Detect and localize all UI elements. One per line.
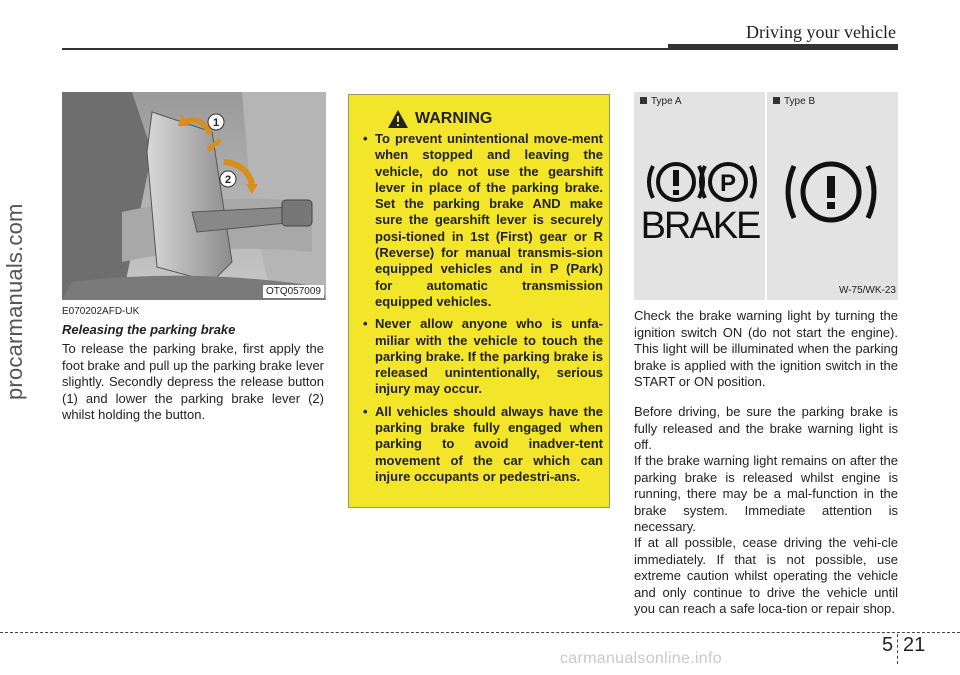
- header-rule: [62, 48, 668, 50]
- warning-box: [348, 94, 610, 508]
- photo-code: OTQ057009: [263, 285, 324, 298]
- warning-header: [349, 109, 609, 129]
- side-watermark: procarmanuals.com: [2, 203, 27, 400]
- header-bar: [668, 44, 898, 50]
- warning-item: • All vehicles should always have the parking brake fully engaged when parking to avoid inadver-tent movement of the car which can injure occupants or pedestri-ans.: [363, 404, 603, 485]
- brake-light-icon-b: [767, 92, 898, 300]
- parking-brake-photo: [62, 92, 326, 300]
- brake-warning-lights-figure: [634, 92, 898, 300]
- malfunction-paragraph: If the brake warning light remains on after the parking brake is released whilst engine is running, there may be a mal-function in the brake system. Immediate attention is necessary.: [634, 453, 898, 534]
- callout-1: 1: [212, 117, 220, 129]
- type-a-panel: [634, 92, 765, 300]
- section-code: E070202AFD-UK: [62, 306, 140, 317]
- figure-code: W-75/WK-23: [838, 285, 896, 296]
- type-a-label: Type A: [651, 96, 682, 107]
- page-number-divider: [897, 634, 898, 664]
- footer-rule: [0, 632, 960, 633]
- release-instructions: To release the parking brake, first apply the foot brake and pull up the parking brake lever slightly. Secondly depress the release button (1) and lower the parking brake lever (2) whilst holding the button.: [62, 341, 324, 422]
- subheading: Releasing the parking brake: [62, 322, 236, 337]
- parking-brake-illustration: [62, 92, 326, 300]
- before-driving-paragraph: Before driving, be sure the parking brake is fully released and the brake warning light is off.: [634, 404, 898, 452]
- type-b-label: Type B: [784, 96, 816, 107]
- type-b-panel: [767, 92, 898, 300]
- check-light-paragraph: Check the brake warning light by turning the ignition switch ON (do not start the engine). This light will be illuminated when the parking brake is applied with the ignition switch in the START or ON position.: [634, 308, 898, 389]
- callout-2: 2: [224, 174, 232, 186]
- warning-title: WARNING: [415, 110, 493, 127]
- warning-item: • To prevent unintentional move-ment when stopped and leaving the vehicle, do not use the gearshift lever in place of the parking brake. Set the parking brake AND make sure the gearshift lever is securely posi-tioned in 1st (First) gear or R (Reverse) for manual transmis-sion equipped vehicles and in P (Park) for automatic transmission equipped vehicles.: [363, 131, 603, 310]
- warning-list: [363, 131, 603, 491]
- chapter-number: 5: [882, 634, 894, 656]
- brake-word: BRAKE: [640, 205, 760, 247]
- footer-watermark: carmanualsonline.info: [560, 650, 722, 667]
- brake-light-icon-a: [634, 92, 765, 300]
- square-bullet-icon: [773, 97, 780, 104]
- section-title: Driving your vehicle: [746, 22, 896, 42]
- square-bullet-icon: [640, 97, 647, 104]
- page-number: 21: [903, 634, 926, 656]
- warning-triangle-icon: [387, 109, 409, 129]
- cease-driving-paragraph: If at all possible, cease driving the vehi-cle immediately. If that is not possible, use extreme caution whilst operating the vehicle and only continue to drive the vehicle until you can reach a safe loca-tion or repair shop.: [634, 535, 898, 616]
- warning-item: • Never allow anyone who is unfa-miliar with the vehicle to touch the parking brake. If the parking brake is released unintentionally, serious injury may occur.: [363, 316, 603, 397]
- p-letter: P: [719, 170, 737, 197]
